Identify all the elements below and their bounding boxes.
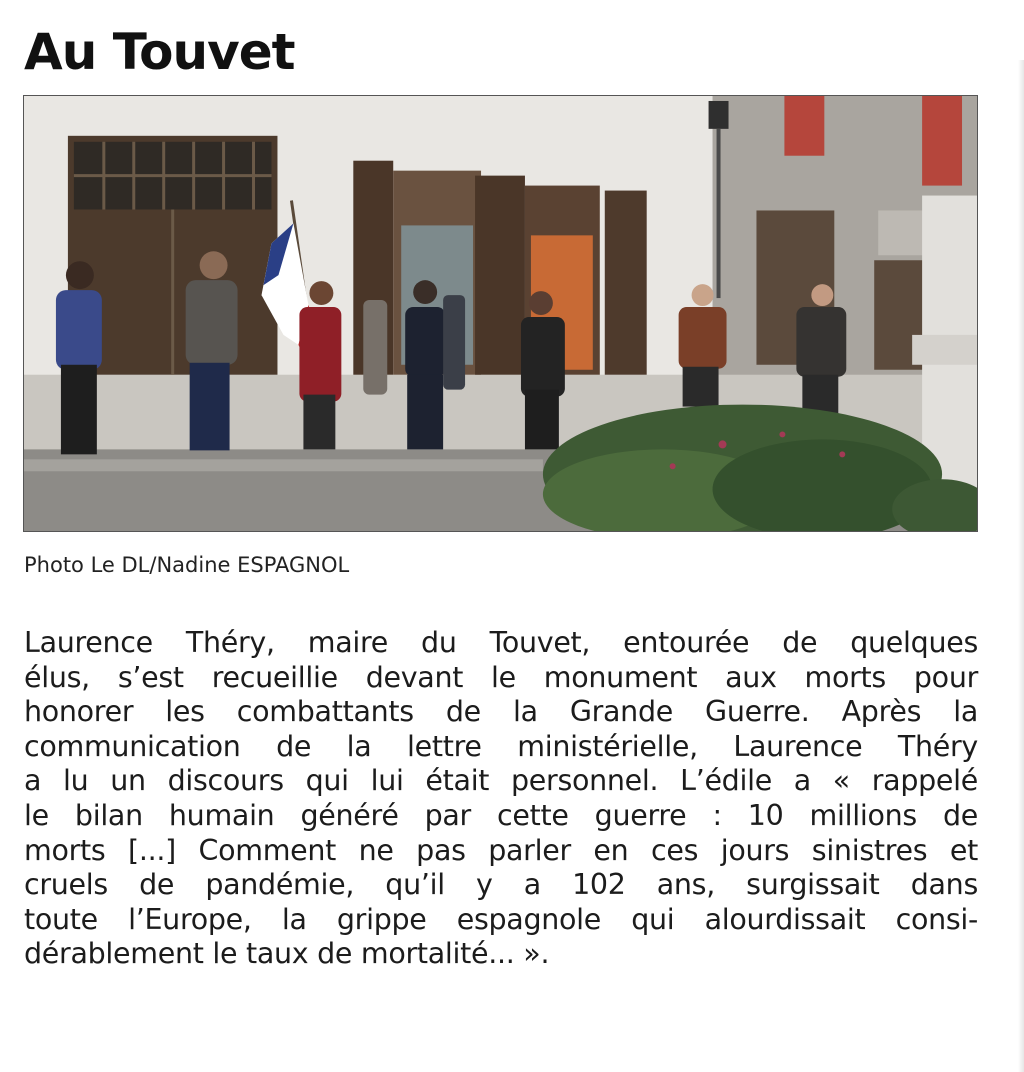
body-line: honorer les combattants de la Grande Guerre. Après la (24, 695, 978, 729)
body-line: Laurence Théry, maire du Touvet, entourée de quelques (24, 626, 978, 659)
body-line: a lu un discours qui lui était personnel. L’édile a « rappelé (24, 764, 978, 798)
body-line: morts [...] Comment ne pas parler en ces jours sinistres et (24, 833, 978, 867)
body-line: communication de la lettre ministérielle, Laurence Théry (24, 729, 978, 763)
page-edge-shadow (1018, 60, 1024, 1072)
article-body (24, 626, 978, 972)
article-headline: Au Touvet (24, 23, 295, 81)
body-line: le bilan humain généré par cette guerre : 10 millions de (24, 798, 978, 832)
body-line: élus, s’est recueillie devant le monument aux morts pour (24, 660, 978, 694)
photo-credit: Photo Le DL/Nadine ESPAGNOL (24, 553, 350, 577)
body-line: toute l’Europe, la grippe espagnole qui alourdissait consi- (24, 902, 978, 936)
article-photo (23, 95, 978, 532)
body-line: dérablement le taux de mortalité... ». (24, 937, 550, 971)
ceremony-photo-illustration (24, 96, 977, 531)
body-line: cruels de pandémie, qu’il y a 102 ans, surgissait dans (24, 868, 978, 902)
